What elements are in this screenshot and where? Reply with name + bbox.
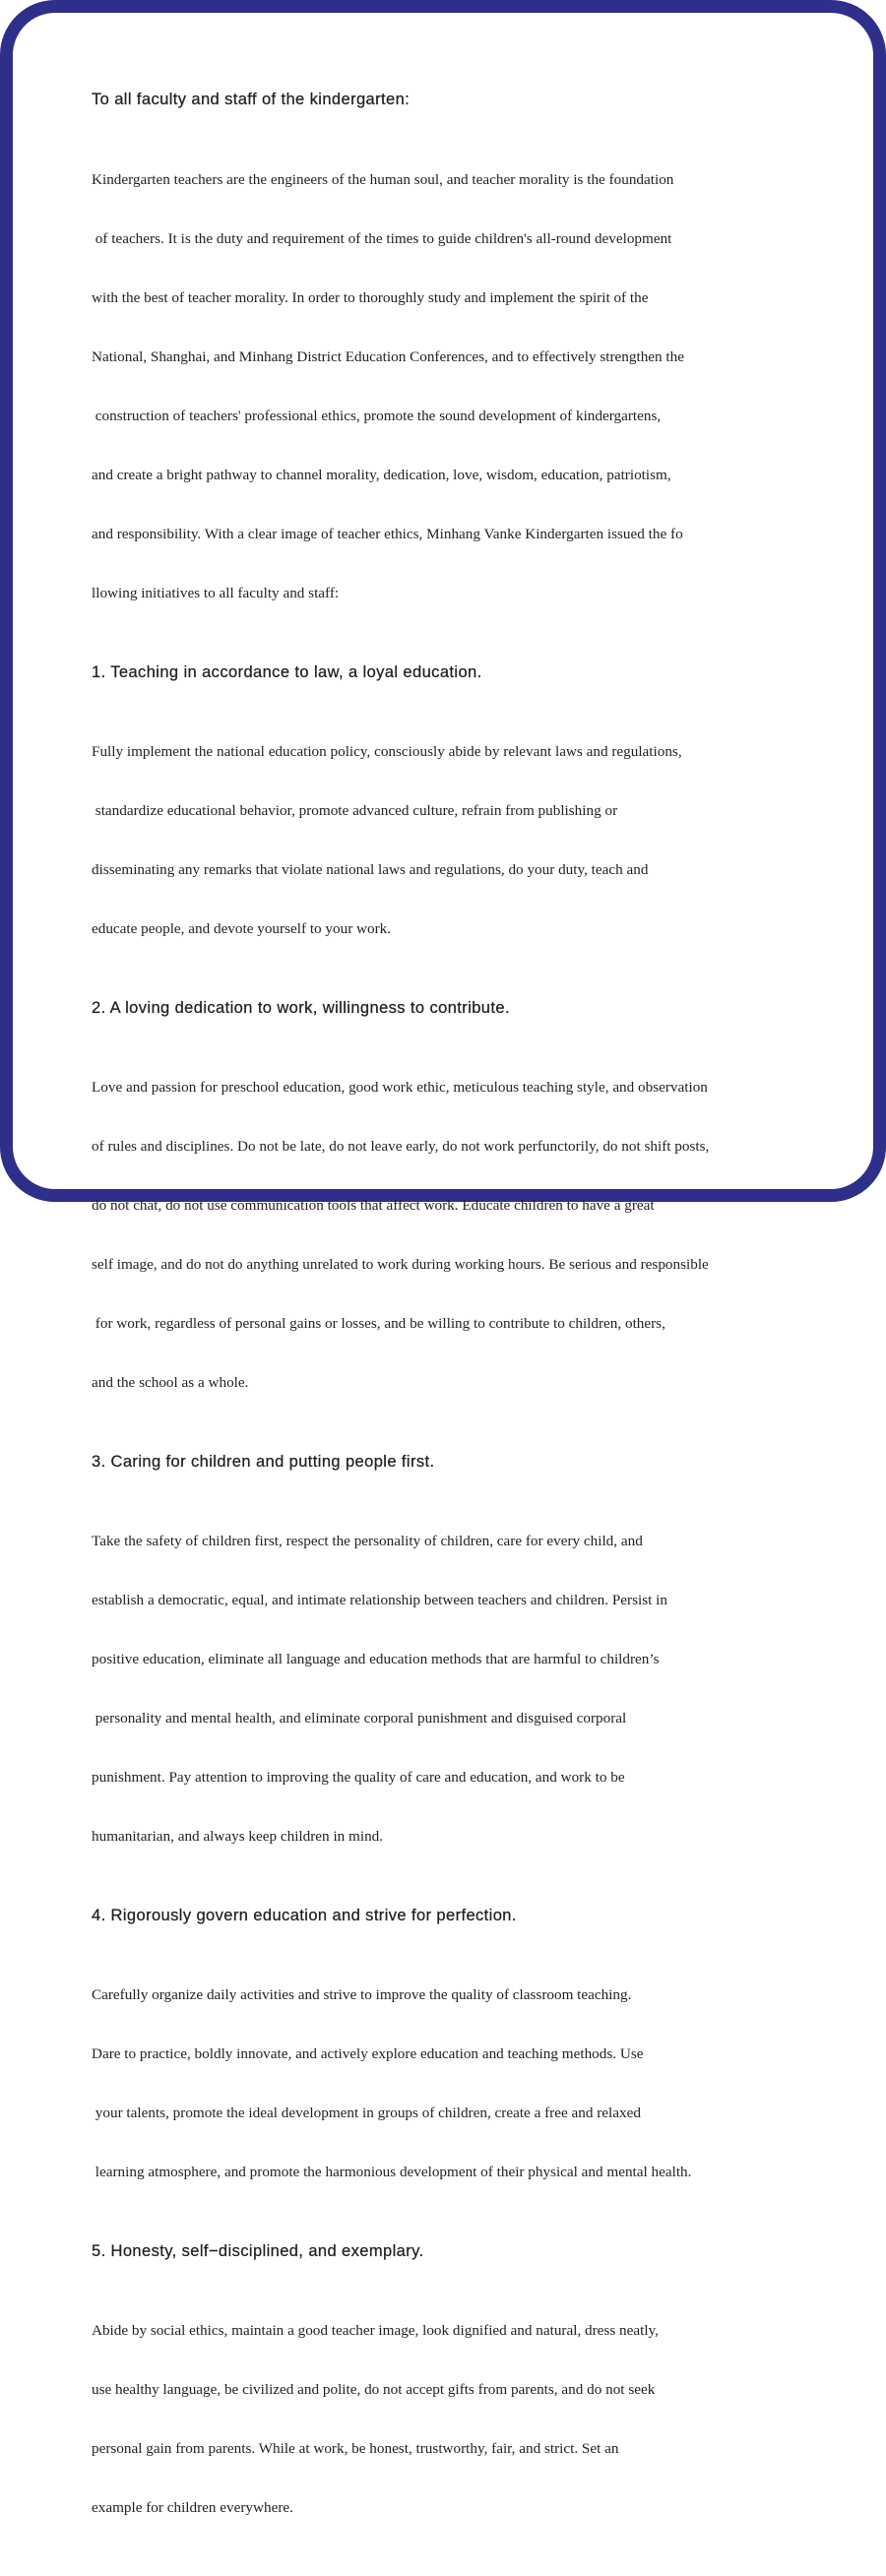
paragraph-line: Carefully organize daily activities and strive to improve the quality of classroom teaching. bbox=[92, 1986, 632, 2003]
section-title: 1. Teaching in accordance to law, a loyal education. bbox=[92, 663, 482, 681]
paragraph-line: Take the safety of children first, respect the personality of children, care for every child, and bbox=[92, 1533, 643, 1549]
section-title: 4. Rigorously govern education and strive for perfection. bbox=[92, 1907, 517, 1924]
intro-paragraph bbox=[92, 131, 810, 643]
intro-line: of teachers. It is the duty and requirement of the times to guide children's all-round development bbox=[92, 230, 672, 247]
initiative-section-3 bbox=[92, 1451, 810, 1886]
section-title: 5. Honesty, self−disciplined, and exemplary. bbox=[92, 2242, 424, 2260]
paragraph-line: disseminating any remarks that violate national laws and regulations, do your duty, teach and bbox=[92, 861, 649, 878]
paragraph-line: and the school as a whole. bbox=[92, 1374, 249, 1391]
intro-line: and responsibility. With a clear image of teacher ethics, Minhang Vanke Kindergarten issued the fo bbox=[92, 526, 683, 542]
paragraph-line: learning atmosphere, and promote the harmonious development of their physical and mental health. bbox=[92, 2164, 692, 2180]
section-paragraph bbox=[92, 1492, 810, 1886]
paragraph-line: establish a democratic, equal, and intimate relationship between teachers and children. Persist in bbox=[92, 1592, 667, 1608]
paragraph-line: for work, regardless of personal gains or losses, and be willing to contribute to children, others, bbox=[92, 1315, 665, 1332]
paragraph-line: Love and passion for preschool education, good work ethic, meticulous teaching style, and observation bbox=[92, 1079, 708, 1096]
paragraph-line: example for children everywhere. bbox=[92, 2499, 293, 2516]
section-title: 2. A loving dedication to work, willingness to contribute. bbox=[92, 999, 510, 1017]
paragraph-line: educate people, and devote yourself to your work. bbox=[92, 920, 392, 937]
paragraph-line: standardize educational behavior, promote advanced culture, refrain from publishing or bbox=[92, 802, 618, 819]
initiative-section-2 bbox=[92, 997, 810, 1432]
greeting-heading: To all faculty and staff of the kindergarten: bbox=[92, 91, 411, 108]
section-paragraph bbox=[92, 1946, 810, 2222]
section-paragraph bbox=[92, 1038, 810, 1432]
document-body bbox=[92, 89, 810, 2576]
initiative-section-4 bbox=[92, 1905, 810, 2222]
paragraph-line: use healthy language, be civilized and polite, do not accept gifts from parents, and do not seek bbox=[92, 2381, 656, 2398]
intro-line: construction of teachers' professional ethics, promote the sound development of kindergartens, bbox=[92, 408, 662, 424]
paragraph-line: personal gain from parents. While at work, be honest, trustworthy, fair, and strict. Set an bbox=[92, 2440, 619, 2457]
paragraph-line: positive education, eliminate all language and education methods that are harmful to children’s bbox=[92, 1651, 660, 1667]
intro-line: Kindergarten teachers are the engineers of the human soul, and teacher morality is the foundation bbox=[92, 171, 674, 188]
paragraph-line: humanitarian, and always keep children in mind. bbox=[92, 1828, 384, 1845]
intro-line: llowing initiatives to all faculty and staff: bbox=[92, 585, 340, 601]
paragraph-line: punishment. Pay attention to improving the quality of care and education, and work to be bbox=[92, 1769, 625, 1786]
paragraph-line: personality and mental health, and eliminate corporal punishment and disguised corporal bbox=[92, 1710, 627, 1727]
paragraph-line: of rules and disciplines. Do not be late, do not leave early, do not work perfunctorily, do not shift posts, bbox=[92, 1138, 710, 1155]
paragraph-line: Dare to practice, boldly innovate, and actively explore education and teaching methods. Use bbox=[92, 2045, 644, 2062]
initiative-section-1 bbox=[92, 661, 810, 978]
section-paragraph bbox=[92, 703, 810, 978]
section-paragraph bbox=[92, 2282, 810, 2557]
paragraph-line: self image, and do not do anything unrelated to work during working hours. Be serious and responsible bbox=[92, 1256, 709, 1273]
paragraph-line: your talents, promote the ideal development in groups of children, create a free and relaxed bbox=[92, 2105, 641, 2121]
intro-line: National, Shanghai, and Minhang District Education Conferences, and to effectively strengthen the bbox=[92, 348, 684, 365]
intro-line: and create a bright pathway to channel morality, dedication, love, wisdom, education, patriotism, bbox=[92, 467, 671, 483]
intro-line: with the best of teacher morality. In order to thoroughly study and implement the spirit of the bbox=[92, 289, 649, 306]
initiative-section-5 bbox=[92, 2240, 810, 2557]
section-title: 3. Caring for children and putting people first. bbox=[92, 1453, 435, 1471]
paragraph-line: Abide by social ethics, maintain a good teacher image, look dignified and natural, dress neatly, bbox=[92, 2322, 659, 2339]
paragraph-line: Fully implement the national education policy, consciously abide by relevant laws and regulations, bbox=[92, 743, 682, 760]
paragraph-line: do not chat, do not use communication tools that affect work. Educate children to have a great bbox=[92, 1197, 655, 1214]
